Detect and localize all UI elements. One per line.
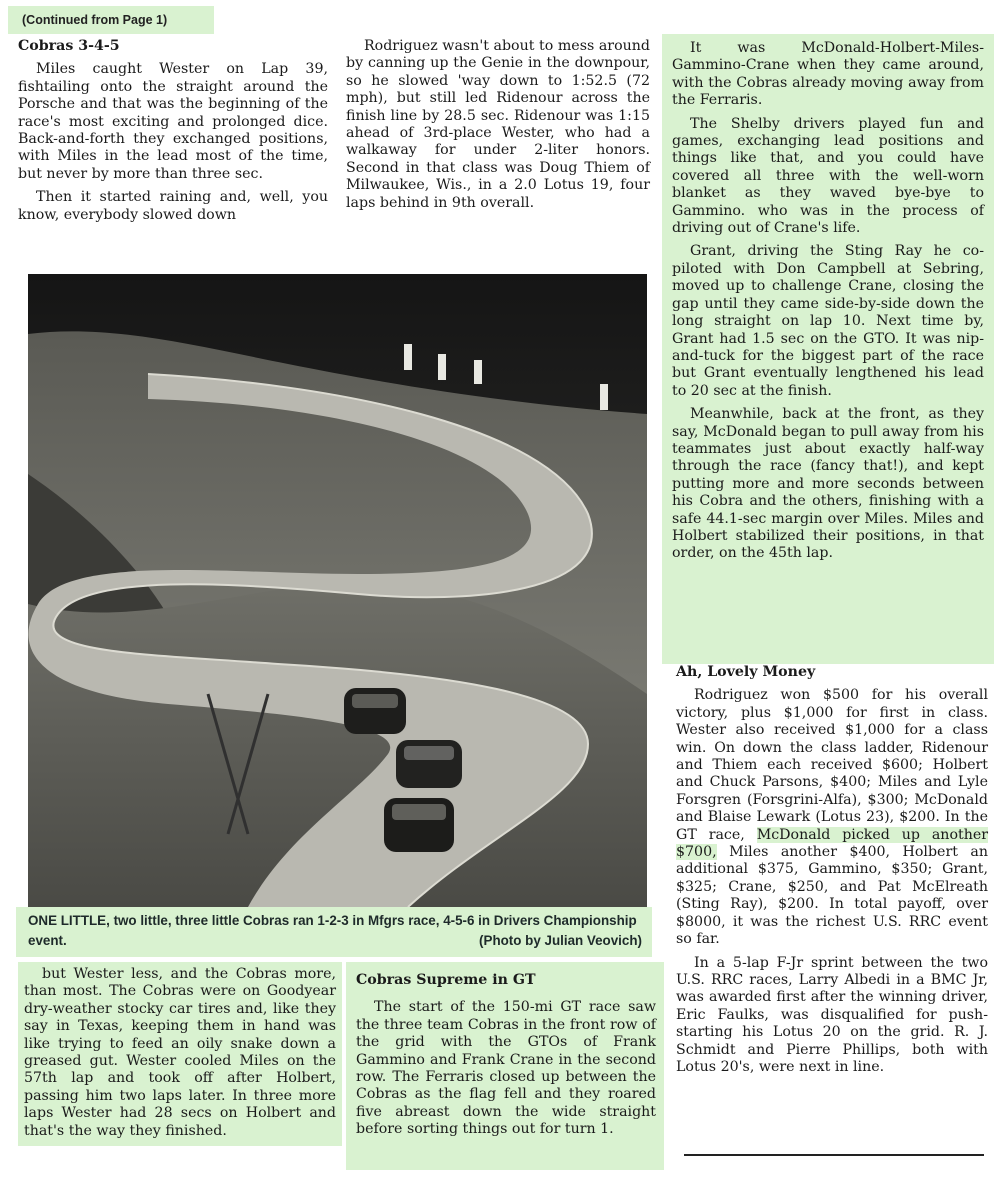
paragraph: It was McDonald-Holbert-Miles-Gammino-Crane when they came around, with the Cobras already moving away from the Ferraris.: [672, 40, 984, 109]
paragraph: but Wester less, and the Cobras more, than most. The Cobras were on Goodyear dry-weather stocky car tires and, like they say in Texas, keeping them in hand was like trying to feed an oily snake down a greased gut. Wester cooled Miles on the 57th lap and took off after Holbert, passing him two laps later. In three more laps Wester had 28 secs on Holbert and that's the way they finished.: [24, 966, 336, 1139]
end-rule: [684, 1154, 984, 1156]
caption-lead: ONE LITTLE,: [28, 913, 110, 928]
paragraph: Meanwhile, back at the front, as they say, McDonald began to pull away from his teammates just about exactly half-way through the race (fancy that!), and kept putting more and more seconds between his Cobra and the others, finishing with a safe 44.1-sec margin over Miles. Miles and Holbert stabilized their positions, in that order, on the 45th lap.: [672, 406, 984, 562]
paragraph: Miles caught Wester on Lap 39, fishtailing onto the straight around the Porsche and that was the beginning of the race's most exciting and prolonged dice. Back-and-forth they exchanged positions, with Miles in the lead most of the time, but never by more than three sec.: [18, 61, 328, 182]
section-heading-cobras-supreme: Cobras Supreme in GT: [356, 972, 536, 988]
race-photo-illustration: [28, 274, 647, 907]
paragraph: Grant, driving the Sting Ray he co-piloted with Don Campbell at Sebring, moved up to challenge Crane, closing the gap until they came side-by-side down the long straight on lap 10. Next time by, Grant had 1.5 sec on the GTO. It was nip-and-tuck for the biggest part of the race but Grant eventually lengthened his lead to 20 sec at the finish.: [672, 243, 984, 399]
column-3-highlighted: [662, 34, 994, 664]
column-1: [18, 38, 328, 230]
paragraph-money: [676, 687, 988, 948]
photo-credit: (Photo by Julian Veovich): [479, 933, 642, 948]
paragraph: Rodriguez wasn't about to mess around by canning up the Genie in the downpour, so he slowed 'way down to 1:52.5 (72 mph), but still led Ridenour across the finish line by 28.5 sec. Ridenour was 1:15 ahead of 3rd-place Wester, who had a walkaway for under 2-liter honors. Second in that class was Doug Thiem of Milwaukee, Wis., in a 2.0 Lotus 19, four laps behind in 9th overall.: [346, 38, 650, 211]
column-2: [346, 38, 650, 218]
race-photo: [28, 274, 647, 907]
highlighted-phrase: McDonald picked up another $700,: [676, 826, 989, 861]
continued-banner: (Continued from Page 1): [8, 6, 214, 34]
caption-text: two little, three little Cobras ran 1-2-3 in Mfgrs race, 4-5-6 in Drivers Championship event.: [28, 913, 637, 948]
column-4: [18, 962, 342, 1146]
money-text: Rodriguez won $500 for his overall victory, plus $1,000 for first in class. Wester also received $1,000 for a class win. On down the class ladder, Ridenour and Thiem each received $600; Holbert and Chuck Parsons, $400; Miles and Lyle Forsgren (Forsgrini-Alfa), $300; McDonald and Blaise Lewark (Lotus 23), $200. In the GT race,: [676, 687, 988, 843]
paragraph: The start of the 150-mi GT race saw the three team Cobras in the front row of the grid with the GTOs of Frank Gammino and Frank Crane in the second row. The Ferraris closed up between the Cobras as the flag fell and they roared five abreast down the wide straight before sorting things out for turn 1.: [356, 999, 656, 1138]
photo-caption: [16, 907, 652, 957]
column-5: [346, 962, 664, 1170]
section-heading-cobras-345: Cobras 3-4-5: [18, 38, 120, 54]
paragraph: Then it started raining and, well, you know, everybody slowed down: [18, 189, 328, 223]
paragraph: The Shelby drivers played fun and games, exchanging lead positions and things like that, and you could have covered all three with the well-worn blanket as they waved bye-bye to Gammino. who was in the process of driving out of Crane's life.: [672, 115, 984, 237]
money-text-rest: Miles another $400, Holbert an additional $375, Gammino, $350; Grant, $325; Crane, $250, and Pat McElreath (Sting Ray), $200. In total payoff, over $8000, it was the richest U.S. RRC event so far.: [676, 844, 988, 948]
column-3-money: [676, 664, 988, 1082]
section-heading-lovely-money: Ah, Lovely Money: [676, 664, 816, 680]
paragraph: In a 5-lap F-Jr sprint between the two U.S. RRC races, Larry Albedi in a BMC Jr, was awarded first after the winning driver, Eric Faulks, was disqualified for push-starting his Lotus 20 on the grid. R. J. Schmidt and Pierre Phillips, both with Lotus 20's, were next in line.: [676, 954, 988, 1075]
